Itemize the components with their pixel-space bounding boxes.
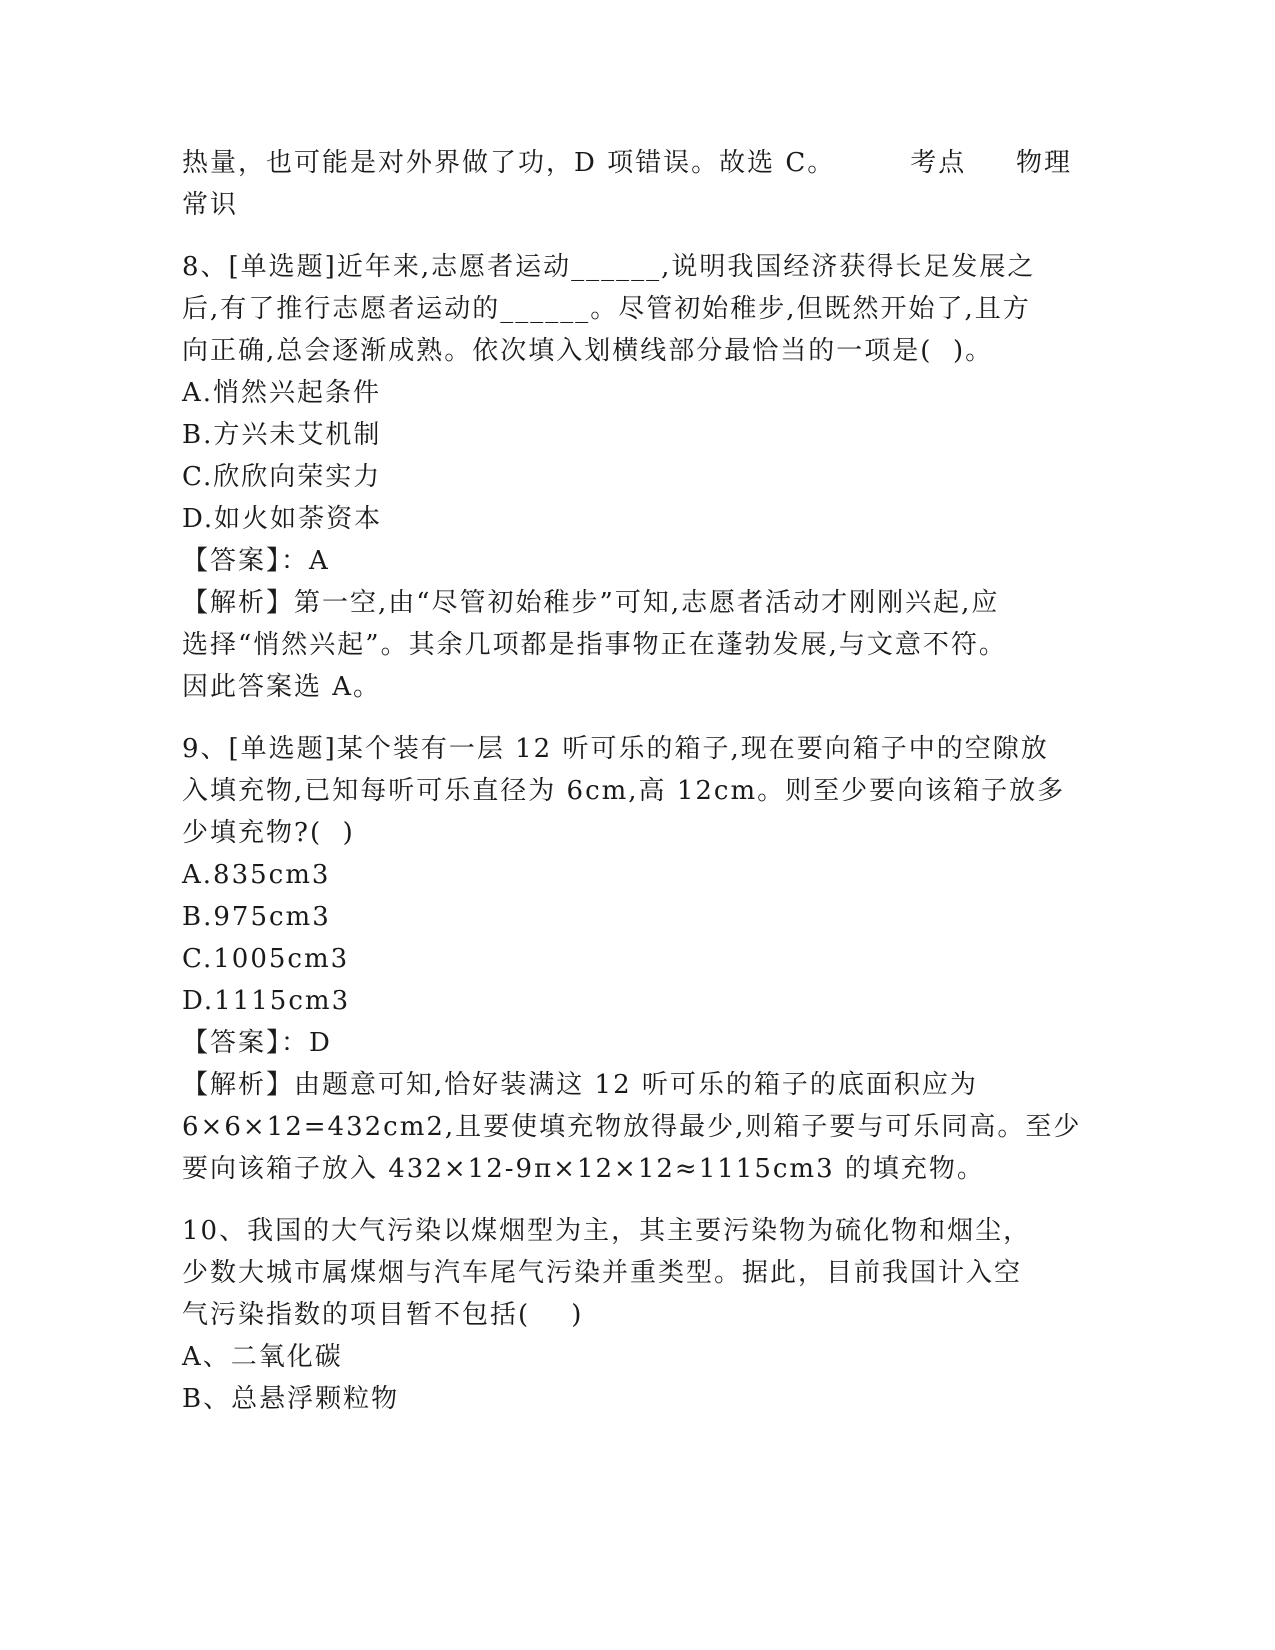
question-9-analysis-line: 要向该箱子放入 432×12-9π×12×12≈1115cm3 的填充物。 — [182, 1154, 985, 1184]
question-8-option-b: B.方兴未艾机制 — [182, 420, 382, 450]
point-value: 物理 — [1015, 148, 1072, 178]
question-8-stem-line: 向正确,总会逐渐成熟。依次填入划横线部分最恰当的一项是( )。 — [182, 336, 994, 366]
question-9-option-a: A.835cm3 — [182, 860, 331, 890]
continuation-line-2: 常识 — [182, 190, 239, 220]
question-9-answer: 【答案】：D — [182, 1028, 332, 1058]
question-9-option-b: B.975cm3 — [182, 902, 331, 932]
question-9-option-c: C.1005cm3 — [182, 944, 350, 974]
question-8-option-a: A.悄然兴起条件 — [182, 378, 382, 408]
question-8-stem-line: 8、[单选题]近年来,志愿者运动______,说明我国经济获得长足发展之 — [182, 252, 1036, 282]
continuation-text: 热量，也可能是对外界做了功，D 项错误。故选 C。 — [182, 148, 836, 178]
point-label: 考点 — [910, 148, 967, 178]
question-8-option-c: C.欣欣向荣实力 — [182, 462, 382, 492]
question-9 — [182, 728, 1082, 1190]
continuation-line-1 — [182, 142, 1072, 184]
question-8-analysis-line: 选择“悄然兴起”。其余几项都是指事物正在蓬勃发展,与文意不符。 — [182, 630, 1007, 660]
question-9-stem-line: 少填充物?( ) — [182, 818, 355, 848]
question-10-stem-line: 10、我国的大气污染以煤烟型为主，其主要污染物为硫化物和烟尘， — [182, 1216, 1032, 1246]
question-8 — [182, 246, 1082, 708]
question-9-option-d: D.1115cm3 — [182, 986, 351, 1016]
question-9-stem-line: 入填充物,已知每听可乐直径为 6cm,高 12cm。则至少要向该箱子放多 — [182, 776, 1066, 806]
question-8-answer: 【答案】：A — [182, 546, 330, 576]
question-8-stem-line: 后,有了推行志愿者运动的______。尽管初始稚步,但既然开始了,且方 — [182, 294, 1031, 324]
document-page — [182, 142, 1082, 1420]
question-8-analysis-line: 【解析】第一空,由“尽管初始稚步”可知,志愿者活动才刚刚兴起,应 — [182, 588, 1000, 618]
question-10-option-a: A、二氧化碳 — [182, 1342, 343, 1372]
question-10-stem-line: 气污染指数的项目暂不包括( ) — [182, 1300, 584, 1330]
question-9-analysis-line: 6×6×12=432cm2,且要使填充物放得最少,则箱子要与可乐同高。至少 — [182, 1112, 1082, 1142]
question-10 — [182, 1210, 1082, 1420]
question-9-analysis-line: 【解析】由题意可知,恰好装满这 12 听可乐的箱子的底面积应为 — [182, 1070, 978, 1100]
question-10-stem-line: 少数大城市属煤烟与汽车尾气污染并重类型。据此，目前我国计入空 — [182, 1258, 1023, 1288]
question-8-option-d: D.如火如荼资本 — [182, 504, 383, 534]
question-8-analysis-line: 因此答案选 A。 — [182, 672, 382, 702]
question-10-option-b: B、总悬浮颗粒物 — [182, 1384, 400, 1414]
question-9-stem-line: 9、[单选题]某个装有一层 12 听可乐的箱子,现在要向箱子中的空隙放 — [182, 734, 1049, 764]
